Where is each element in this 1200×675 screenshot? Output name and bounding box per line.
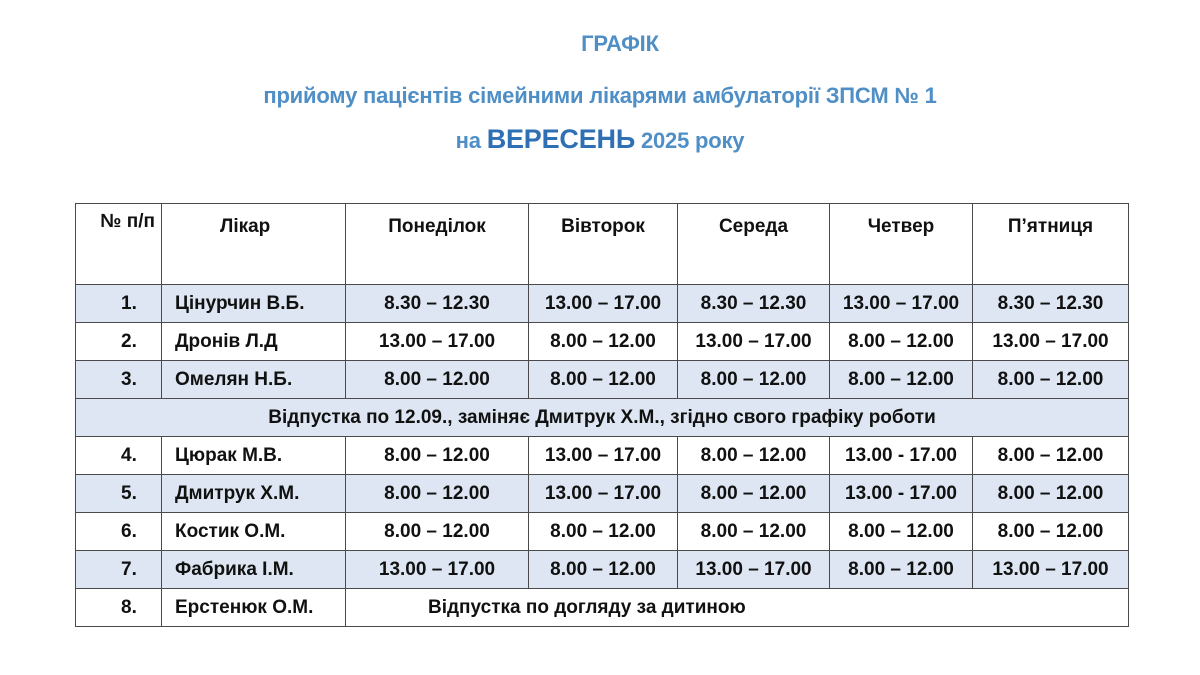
header-monday: Понеділок [346,204,529,285]
row-number: 5. [76,475,162,513]
hours-wednesday: 13.00 – 17.00 [678,323,830,361]
header-row [76,204,1129,285]
vacation-note: Відпустка по 12.09., заміняє Дмитрук Х.М., згідно свого графіку роботи [76,399,1129,437]
hours-tuesday: 8.00 – 12.00 [529,323,678,361]
hours-wednesday: 8.00 – 12.00 [678,361,830,399]
document-title: ГРАФІК [581,31,659,56]
table-row [76,589,1129,627]
hours-wednesday: 8.00 – 12.00 [678,475,830,513]
period-suffix: 2025 року [635,128,745,153]
hours-thursday: 13.00 - 17.00 [830,437,973,475]
hours-wednesday: 13.00 – 17.00 [678,551,830,589]
header-number: № п/п [76,204,162,285]
row-number: 3. [76,361,162,399]
table-row [76,513,1129,551]
hours-friday: 8.00 – 12.00 [973,361,1129,399]
hours-tuesday: 13.00 – 17.00 [529,475,678,513]
hours-monday: 8.30 – 12.30 [346,285,529,323]
row-number: 8. [76,589,162,627]
doctor-name: Дмитрук Х.М. [162,475,346,513]
table-row [76,361,1129,399]
document-subtitle: прийому пацієнтів сімейними лікарями амбулаторії ЗПСМ № 1 [263,83,937,108]
doctor-name: Ерстенюк О.М. [162,589,346,627]
hours-tuesday: 8.00 – 12.00 [529,513,678,551]
header-wednesday: Середа [678,204,830,285]
hours-friday: 8.00 – 12.00 [973,437,1129,475]
hours-thursday: 13.00 - 17.00 [830,475,973,513]
hours-tuesday: 13.00 – 17.00 [529,437,678,475]
table-row [76,551,1129,589]
header-friday: П’ятниця [973,204,1129,285]
hours-friday: 8.00 – 12.00 [973,513,1129,551]
doctor-name: Омелян Н.Б. [162,361,346,399]
hours-wednesday: 8.00 – 12.00 [678,513,830,551]
row-number: 2. [76,323,162,361]
hours-friday: 8.00 – 12.00 [973,475,1129,513]
table-row [76,437,1129,475]
table-row [76,285,1129,323]
row-number: 6. [76,513,162,551]
document-period [0,124,1200,154]
doctor-name: Дронів Л.Д [162,323,346,361]
hours-monday: 13.00 – 17.00 [346,551,529,589]
hours-wednesday: 8.00 – 12.00 [678,437,830,475]
hours-friday: 8.30 – 12.30 [973,285,1129,323]
vacation-note-row [76,399,1129,437]
hours-monday: 8.00 – 12.00 [346,513,529,551]
hours-thursday: 13.00 – 17.00 [830,285,973,323]
hours-monday: 8.00 – 12.00 [346,437,529,475]
hours-thursday: 8.00 – 12.00 [830,513,973,551]
hours-monday: 8.00 – 12.00 [346,475,529,513]
hours-tuesday: 13.00 – 17.00 [529,285,678,323]
row-number: 4. [76,437,162,475]
table-row [76,323,1129,361]
header-doctor: Лікар [162,204,346,285]
hours-monday: 8.00 – 12.00 [346,361,529,399]
header-thursday: Четвер [830,204,973,285]
doctor-name: Костик О.М. [162,513,346,551]
row-number: 7. [76,551,162,589]
schedule-table [75,203,1129,627]
row-number: 1. [76,285,162,323]
doctor-name: Цюрак М.В. [162,437,346,475]
hours-tuesday: 8.00 – 12.00 [529,361,678,399]
hours-thursday: 8.00 – 12.00 [830,551,973,589]
hours-thursday: 8.00 – 12.00 [830,361,973,399]
doctor-name: Цінурчин В.Б. [162,285,346,323]
hours-monday: 13.00 – 17.00 [346,323,529,361]
hours-friday: 13.00 – 17.00 [973,323,1129,361]
hours-tuesday: 8.00 – 12.00 [529,551,678,589]
parental-leave-note: Відпустка по догляду за дитиною [346,589,1129,627]
period-month: ВЕРЕСЕНЬ [486,124,636,154]
doctor-name: Фабрика І.М. [162,551,346,589]
period-prefix: на [455,128,487,153]
hours-friday: 13.00 – 17.00 [973,551,1129,589]
table-row [76,475,1129,513]
header-tuesday: Вівторок [529,204,678,285]
hours-wednesday: 8.30 – 12.30 [678,285,830,323]
hours-thursday: 8.00 – 12.00 [830,323,973,361]
